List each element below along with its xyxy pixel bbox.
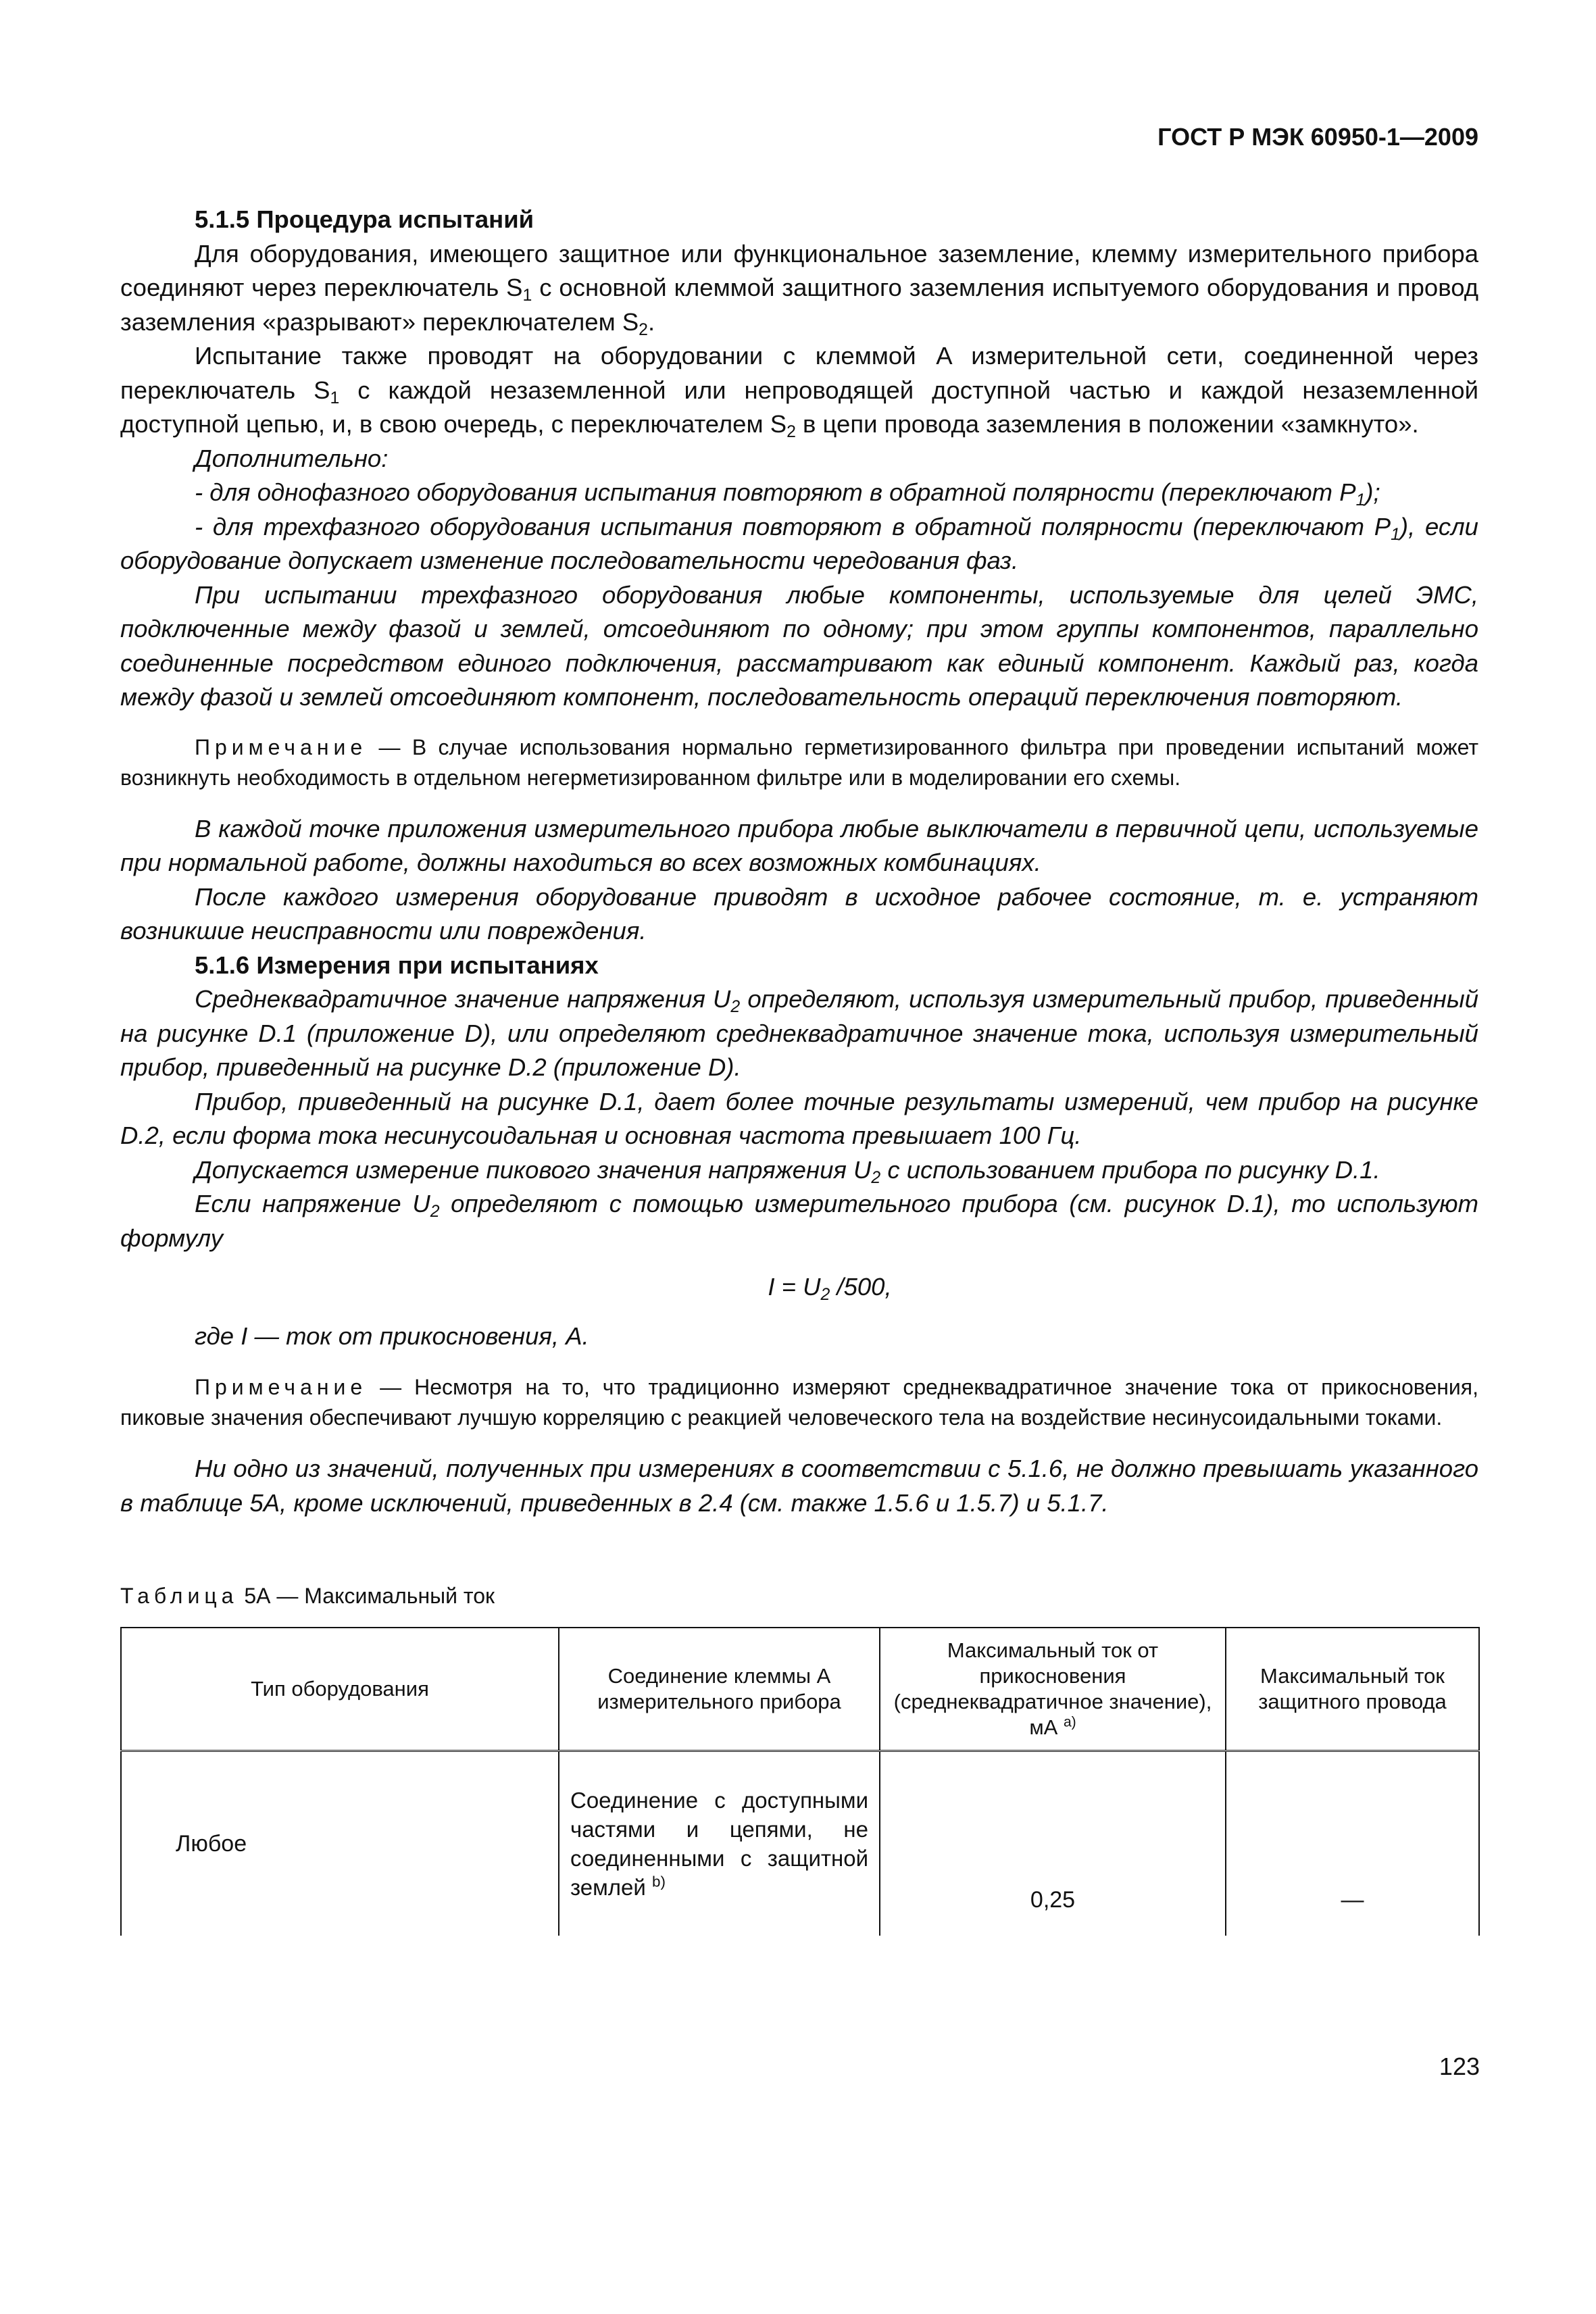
page-content: [120, 203, 1478, 1936]
cell-connection: Соединение с доступными частями и цепями, не соединенными с защитной землей $^{b)}$: [559, 1751, 880, 1936]
table-caption: Таблица 5А — Максимальный ток: [120, 1584, 495, 1608]
note: Примечание — В случае использования нормально герметизированного фильтра при проведении испытаний может возникнуть необходимость в отдельном негерметизированном фильтре или в моделировании его схемы.: [120, 734, 1478, 790]
paragraph: В каждой точке приложения измерительного прибора любые выключатели в первичной цепи, используемые при нормальной работе, должны находиться во всех возможных комбинациях.: [120, 814, 1478, 876]
paragraph: При испытании трехфазного оборудования любые компоненты, используемые для целей ЭМС, подключенные между фазой и землей, отсоединяют по одному; при этом группы компонентов, параллельно соединенные посредством единого подключения, рассматривают как единый компонент. Каждый раз, когда между фазой и землей отсоединяют компонент, последовательность операций переключения повторяют.: [120, 580, 1478, 711]
paragraph-additional: Дополнительно:: [195, 444, 389, 472]
paragraph: Если напряжение $U_2$ определяют с помощью измерительного прибора (см. рисунок D.1), то используют формулу: [120, 1190, 1478, 1252]
paragraph: После каждого измерения оборудование приводят в исходное рабочее состояние, т. е. устраняют возникшие неисправности или повреждения.: [120, 882, 1478, 945]
cell-max-touch-current: 0,25: [880, 1751, 1226, 1936]
paragraph: Среднеквадратичное значение напряжения $U_2$ определяют, используя измерительный прибор, приведенный на рисунке D.1 (приложение D), или определяют среднеквадратичное значение тока, используя измерительный прибор, приведенный на рисунке D.2 (приложение D).: [120, 985, 1478, 1081]
list-item: - для трехфазного оборудования испытания повторяют в обратной полярности (переключают $P_1$), если оборудование допускает изменение последовательности чередования фаз.: [120, 512, 1478, 574]
list-item: - для однофазного оборудования испытания повторяют в обратной полярности (переключают $P_1$);: [195, 478, 1380, 509]
paragraph: Прибор, приведенный на рисунке D.1, дает более точные результаты измерений, чем прибор на рисунке D.2, если форма тока несинусоидальная и основная частота превышает 100 Гц.: [120, 1087, 1478, 1149]
section-heading-5-1-6: 5.1.6 Измерения при испытаниях: [195, 951, 599, 979]
formula-legend: где I — ток от прикосновения, А.: [195, 1322, 589, 1350]
formula: $I = U_2$ /500,: [768, 1273, 892, 1304]
cell-max-protective-current: —: [1226, 1751, 1479, 1936]
section-heading-5-1-5: 5.1.5 Процедура испытаний: [195, 205, 534, 233]
paragraph: Испытание также проводят на оборудовании с клеммой A измерительной сети, соединенной через переключатель $S_1$ с каждой незаземленной или непроводящей доступной частью и каждой незаземленной доступной цепью, и, в свою очередь, с переключателем $S_2$ в цепи провода заземления в положении «замкнуто».: [120, 342, 1478, 441]
table-row: [121, 1751, 1479, 1936]
paragraph: Ни одно из значений, полученных при измерениях в соответствии с 5.1.6, не должно превышать указанного в таблице 5А, кроме исключений, приведенных в 2.4 (см. также 1.5.6 и 1.5.7) и 5.1.7.: [120, 1455, 1478, 1517]
cell-equipment-type: Любое: [121, 1751, 559, 1936]
standard-header: ГОСТ Р МЭК 60950-1—2009: [1157, 123, 1478, 151]
table-header-row: [121, 1628, 1479, 1751]
page-number: 123: [1439, 2053, 1480, 2080]
paragraph: Для оборудования, имеющего защитное или функциональное заземление, клемму измерительного прибора соединяют через переключатель $S_1$ с основной клеммой защитного заземления испытуемого оборудования и провод заземления «разрывают» переключателем $S_2$.: [120, 239, 1479, 339]
column-header-connection: Соединение клеммы А измерительного прибора: [559, 1628, 880, 1751]
max-current-table: [120, 1627, 1480, 1936]
paragraph: Допускается измерение пикового значения напряжения $U_2$ с использованием прибора по рисунку D.1.: [195, 1155, 1380, 1187]
column-header-max-protective-current: Максимальный ток защитного провода: [1226, 1628, 1479, 1751]
note: Примечание — Несмотря на то, что традиционно измеряют среднеквадратичное значение тока от прикосновения, пиковые значения обеспечивают лучшую корреляцию с реакцией человеческого тела на воздействие несинусоидальными токами.: [120, 1375, 1478, 1430]
column-header-type: Тип оборудования: [121, 1628, 559, 1751]
column-header-max-touch-current: Максимальный ток от прикосновения (среднеквадратичное значение), мА $^{а)}$: [880, 1628, 1226, 1751]
